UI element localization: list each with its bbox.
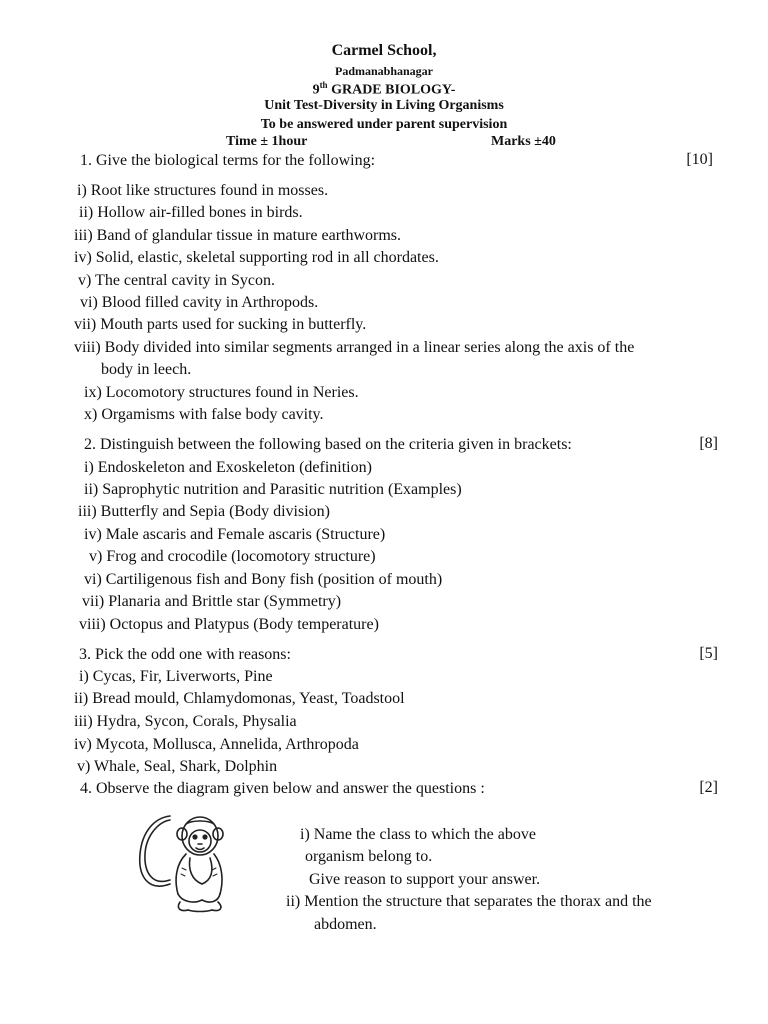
grade-number: 9 (312, 82, 320, 98)
question-3-item: iv) Mycota, Mollusca, Annelida, Arthropoda (74, 736, 359, 753)
question-2-item: v) Frog and crocodile (locomotory structure) (89, 548, 376, 565)
question-4-item: abdomen. (314, 916, 377, 933)
question-3-title: 3. Pick the odd one with reasons: (79, 646, 291, 663)
question-1-item: iii) Band of glandular tissue in mature earthworms. (74, 227, 402, 244)
total-marks: Marks ±40 (491, 134, 556, 149)
question-2-item: viii) Octopus and Platypus (Body temperature) (79, 616, 379, 633)
monkey-illustration (130, 806, 242, 918)
question-3-marks: [5] (699, 645, 718, 662)
question-3-item: v) Whale, Seal, Shark, Dolphin (77, 758, 278, 775)
school-name: Carmel School, (331, 42, 437, 59)
grade-title (0, 80, 768, 99)
question-4-item: ii) Mention the structure that separates the thorax and the (286, 893, 652, 910)
grade-rest: GRADE BIOLOGY- (327, 82, 456, 98)
question-1-item: ii) Hollow air-filled bones in birds. (79, 204, 303, 221)
question-1-item: ix) Locomotory structures found in Neries. (84, 384, 359, 401)
question-2-marks: [8] (699, 435, 718, 452)
question-1-marks: [10] (686, 151, 713, 168)
question-1-title: 1. Give the biological terms for the following: (80, 152, 376, 169)
question-4-title: 4. Observe the diagram given below and answer the questions : (80, 780, 485, 797)
question-1-item: v) The central cavity in Sycon. (78, 272, 275, 289)
question-1-item: iv) Solid, elastic, skeletal supporting rod in all chordates. (74, 249, 439, 266)
question-2-item: iii) Butterfly and Sepia (Body division) (78, 503, 330, 520)
question-1-item: body in leech. (101, 361, 192, 378)
question-2-item: ii) Saprophytic nutrition and Parasitic nutrition (Examples) (84, 481, 462, 498)
question-1-item: vi) Blood filled cavity in Arthropods. (80, 294, 319, 311)
question-1-item: vii) Mouth parts used for sucking in butterfly. (74, 316, 367, 333)
unit-test-title: Unit Test-Diversity in Living Organisms (264, 98, 504, 113)
question-2-item: vi) Cartiligenous fish and Bony fish (position of mouth) (84, 571, 443, 588)
question-4-marks: [2] (699, 779, 718, 796)
question-2-item: vii) Planaria and Brittle star (Symmetry) (82, 593, 342, 610)
question-2-item: iv) Male ascaris and Female ascaris (Structure) (84, 526, 386, 543)
question-3-item: ii) Bread mould, Chlamydomonas, Yeast, Toadstool (74, 690, 405, 707)
grade-suffix: th (319, 80, 328, 90)
question-2-title: 2. Distinguish between the following based on the criteria given in brackets: (84, 436, 572, 453)
question-1-item: viii) Body divided into similar segments arranged in a linear series along the axis of the (74, 339, 635, 356)
question-4-item: i) Name the class to which the above (300, 826, 536, 843)
question-4-item: Give reason to support your answer. (309, 871, 541, 888)
question-4-item: organism belong to. (305, 848, 433, 865)
question-3-item: i) Cycas, Fir, Liverworts, Pine (79, 668, 273, 685)
question-2-item: i) Endoskeleton and Exoskeleton (definition) (84, 459, 372, 476)
time-allowed: Time ± 1hour (226, 134, 308, 149)
question-1-item: x) Orgamisms with false body cavity. (84, 406, 324, 423)
school-location: Padmanabhanagar (334, 64, 434, 78)
question-3-item: iii) Hydra, Sycon, Corals, Physalia (74, 713, 297, 730)
question-1-item: i) Root like structures found in mosses. (77, 182, 329, 199)
supervision-note: To be answered under parent supervision (260, 117, 508, 132)
